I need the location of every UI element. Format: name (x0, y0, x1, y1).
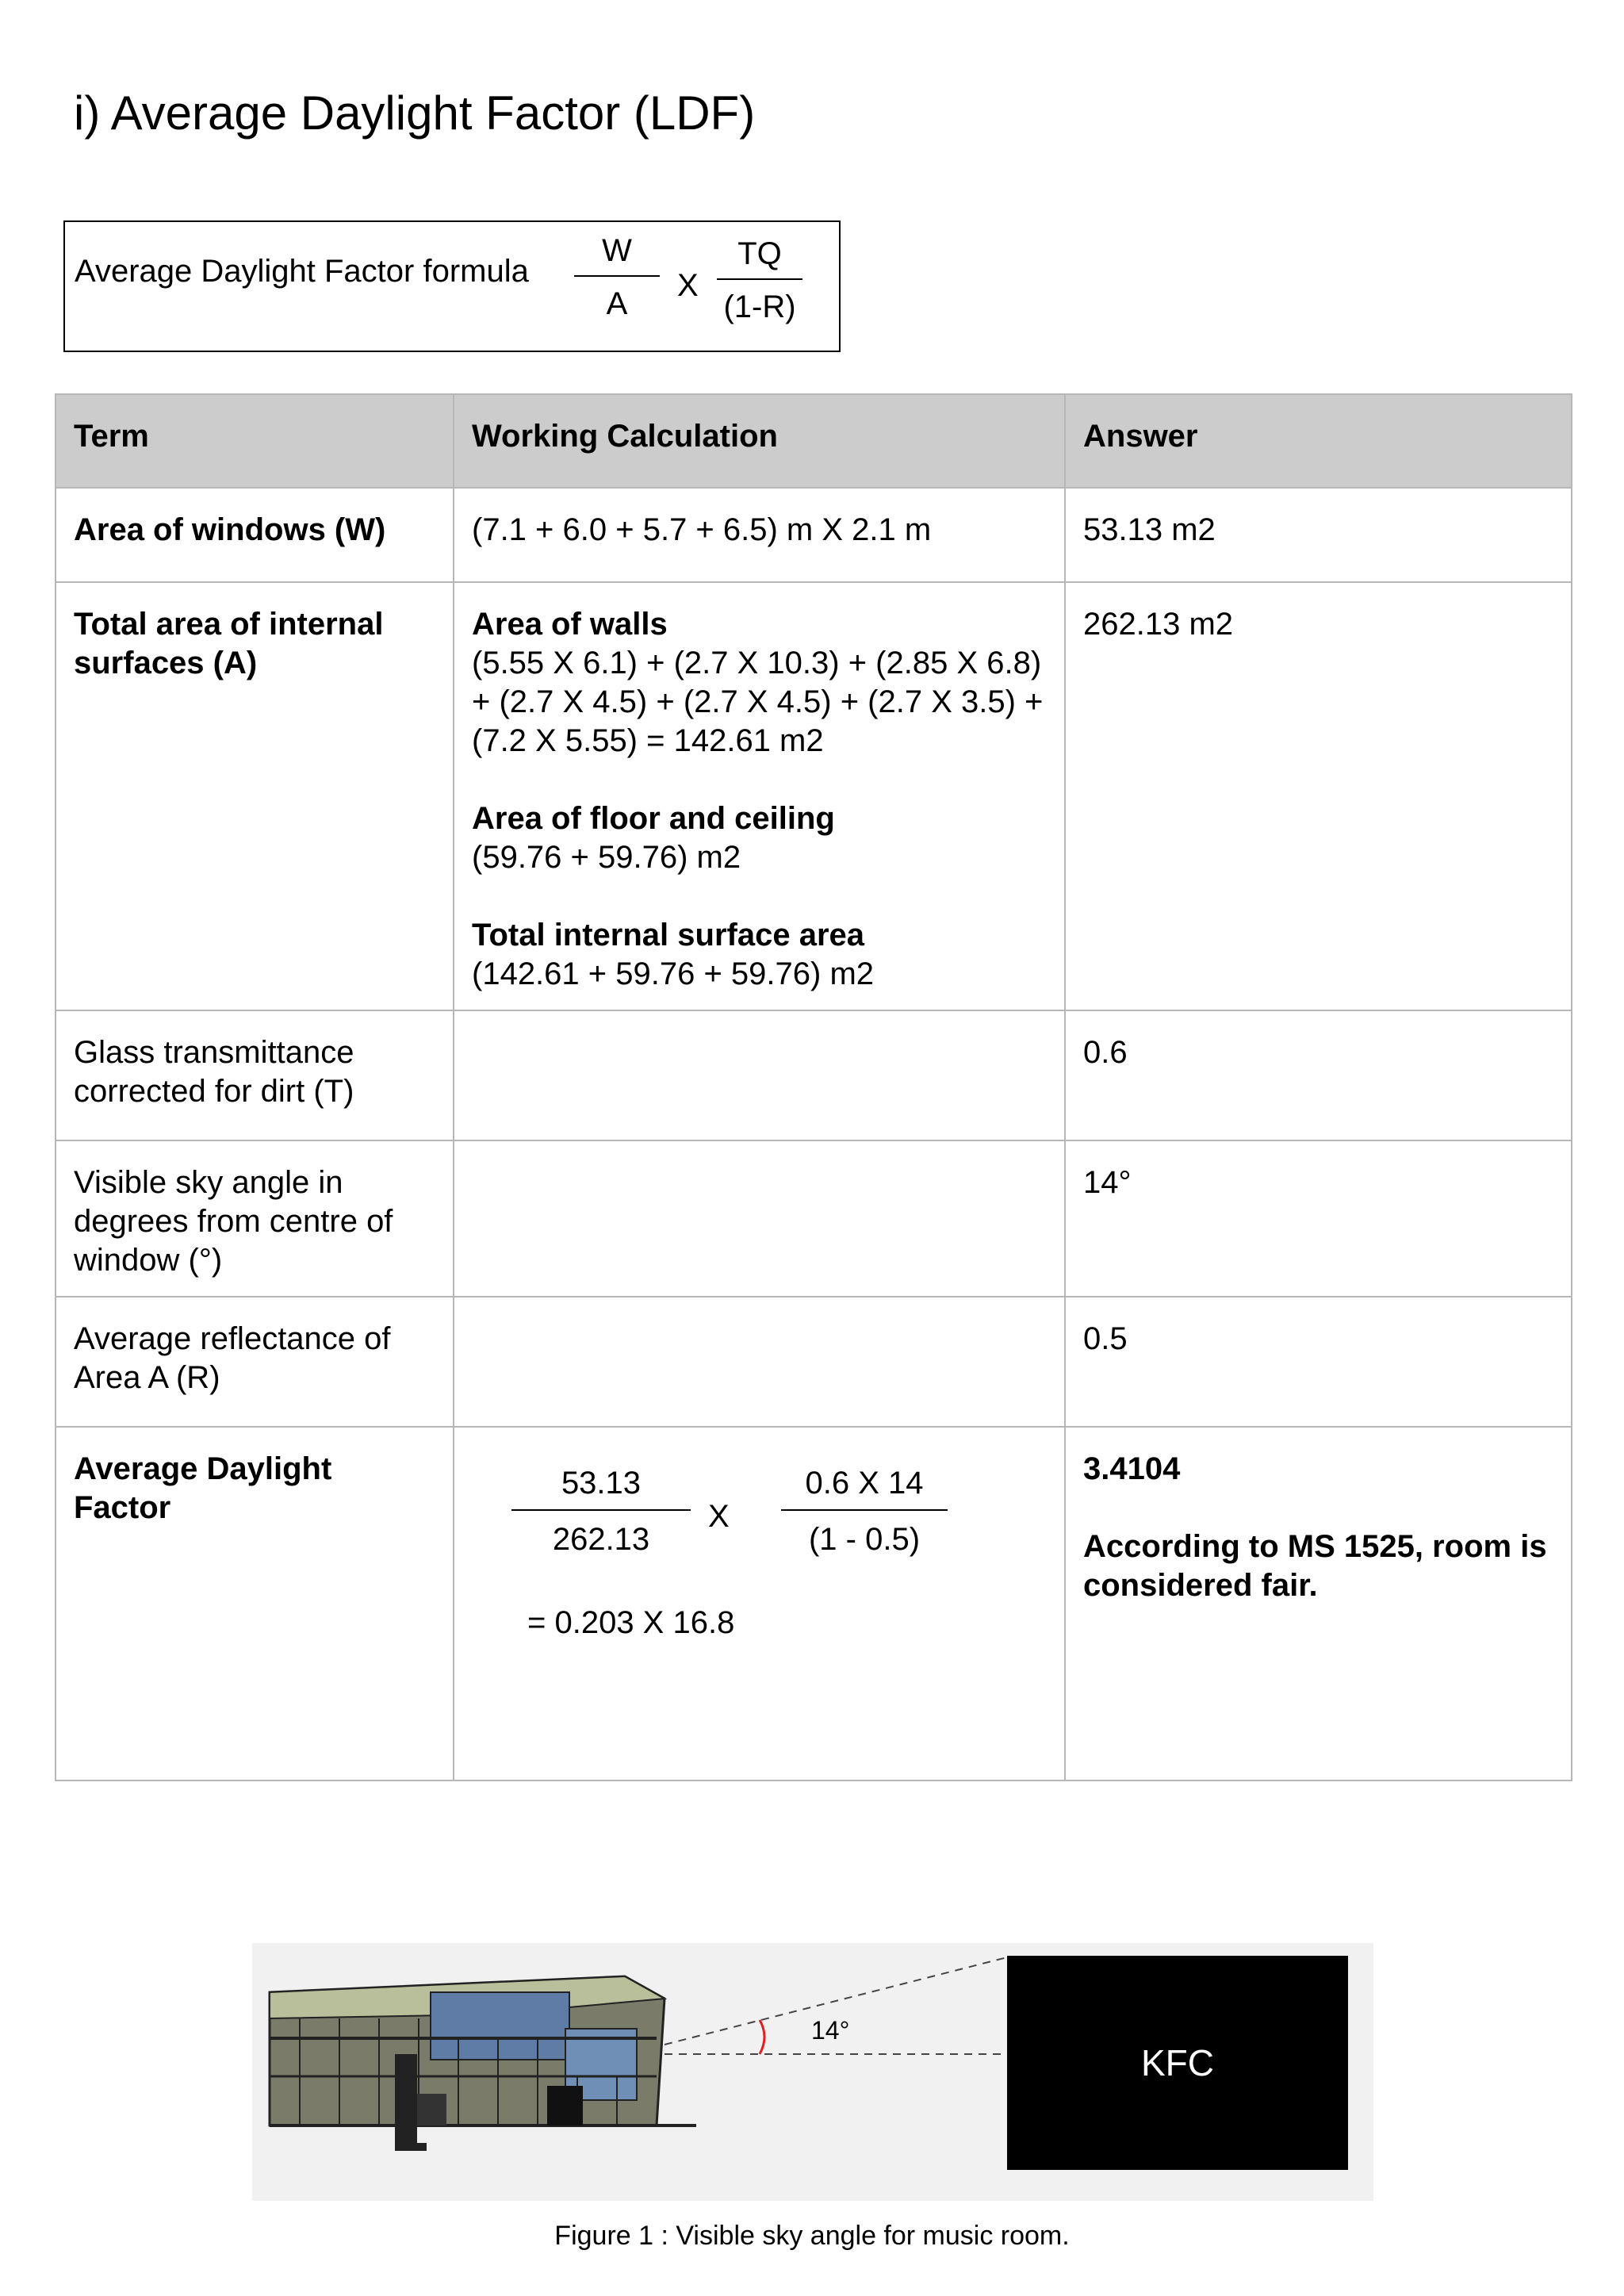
table-header-row (56, 394, 1572, 488)
floor-ceiling-heading: Area of floor and ceiling (472, 801, 835, 836)
formula-box (63, 220, 841, 352)
total-surface-heading: Total internal surface area (472, 918, 864, 953)
ldf-answer-value: 3.4104 (1083, 1451, 1181, 1486)
walls-calc: (5.55 X 6.1) + (2.7 X 10.3) + (2.85 X 6.8) + (2.7 X 4.5) + (2.7 X 4.5) + (2.7 X 3.5) + (7.2 X 5.55) = 142.61 m2 (472, 646, 1044, 758)
answer-cell: 262.13 m2 (1065, 582, 1572, 1010)
answer-cell: 0.6 (1065, 1010, 1572, 1140)
total-surface-calc: (142.61 + 59.76 + 59.76) m2 (472, 956, 875, 991)
sky-angle-label: 14° (811, 2016, 850, 2045)
term-cell: Glass transmittance corrected for dirt (T) (56, 1010, 454, 1140)
header-term: Term (56, 394, 454, 488)
term-cell: Average Daylight Factor (56, 1427, 454, 1780)
formula-fraction-tq-r (717, 236, 802, 325)
ldf-result-line: = 0.203 X 16.8 (527, 1605, 735, 1640)
ldf-fraction-1 (511, 1464, 691, 1559)
answer-cell: 14° (1065, 1140, 1572, 1297)
formula-numerator-tq: TQ (717, 236, 802, 280)
term-cell: Average reflectance of Area A (R) (56, 1297, 454, 1427)
calc-cell (454, 1427, 1065, 1780)
ldf-times: X (708, 1499, 730, 1534)
calc-cell: (7.1 + 6.0 + 5.7 + 6.5) m X 2.1 m (454, 488, 1065, 582)
ldf-answer-note: According to MS 1525, room is considered fair. (1083, 1529, 1547, 1603)
table-row (56, 488, 1572, 582)
answer-cell: 53.13 m2 (1065, 488, 1572, 582)
calc-cell (454, 1297, 1065, 1427)
calc-cell (454, 582, 1065, 1010)
table-row (56, 1427, 1572, 1780)
ldf-denominator-1: 262.13 (552, 1522, 650, 1557)
figure-caption: Figure 1 : Visible sky angle for music room. (554, 2221, 1070, 2251)
ldf-calculation (472, 1450, 1047, 1759)
table-row (56, 1140, 1572, 1297)
ldf-denominator-2: (1 - 0.5) (808, 1522, 921, 1557)
kfc-label: KFC (1141, 2042, 1214, 2083)
calc-cell (454, 1140, 1065, 1297)
kfc-building-block (1007, 1956, 1348, 2170)
ldf-numerator-1: 53.13 (511, 1464, 691, 1511)
table-row (56, 1297, 1572, 1427)
answer-cell: 0.5 (1065, 1297, 1572, 1427)
answer-cell (1065, 1427, 1572, 1780)
floor-ceiling-calc: (59.76 + 59.76) m2 (472, 840, 741, 875)
page-title: i) Average Daylight Factor (LDF) (74, 86, 756, 140)
calc-cell (454, 1010, 1065, 1140)
formula-times: X (677, 268, 699, 303)
term-cell: Total area of internal surfaces (A) (56, 582, 454, 1010)
formula-fraction-w-a (574, 233, 660, 322)
formula-denominator-r: (1-R) (723, 289, 796, 324)
term-cell: Visible sky angle in degrees from centre of window (°) (56, 1140, 454, 1297)
sky-angle-figure (252, 1943, 1373, 2201)
header-working-calculation: Working Calculation (454, 394, 1065, 488)
calculation-table (55, 393, 1572, 1781)
walls-heading: Area of walls (472, 607, 668, 642)
formula-denominator-a: A (606, 286, 628, 321)
table-row (56, 582, 1572, 1010)
formula-label: Average Daylight Factor formula (75, 254, 529, 289)
header-answer: Answer (1065, 394, 1572, 488)
ldf-fraction-2 (781, 1464, 948, 1559)
table-row (56, 1010, 1572, 1140)
ldf-numerator-2: 0.6 X 14 (781, 1464, 948, 1511)
formula-numerator-w: W (574, 233, 660, 277)
term-cell: Area of windows (W) (56, 488, 454, 582)
